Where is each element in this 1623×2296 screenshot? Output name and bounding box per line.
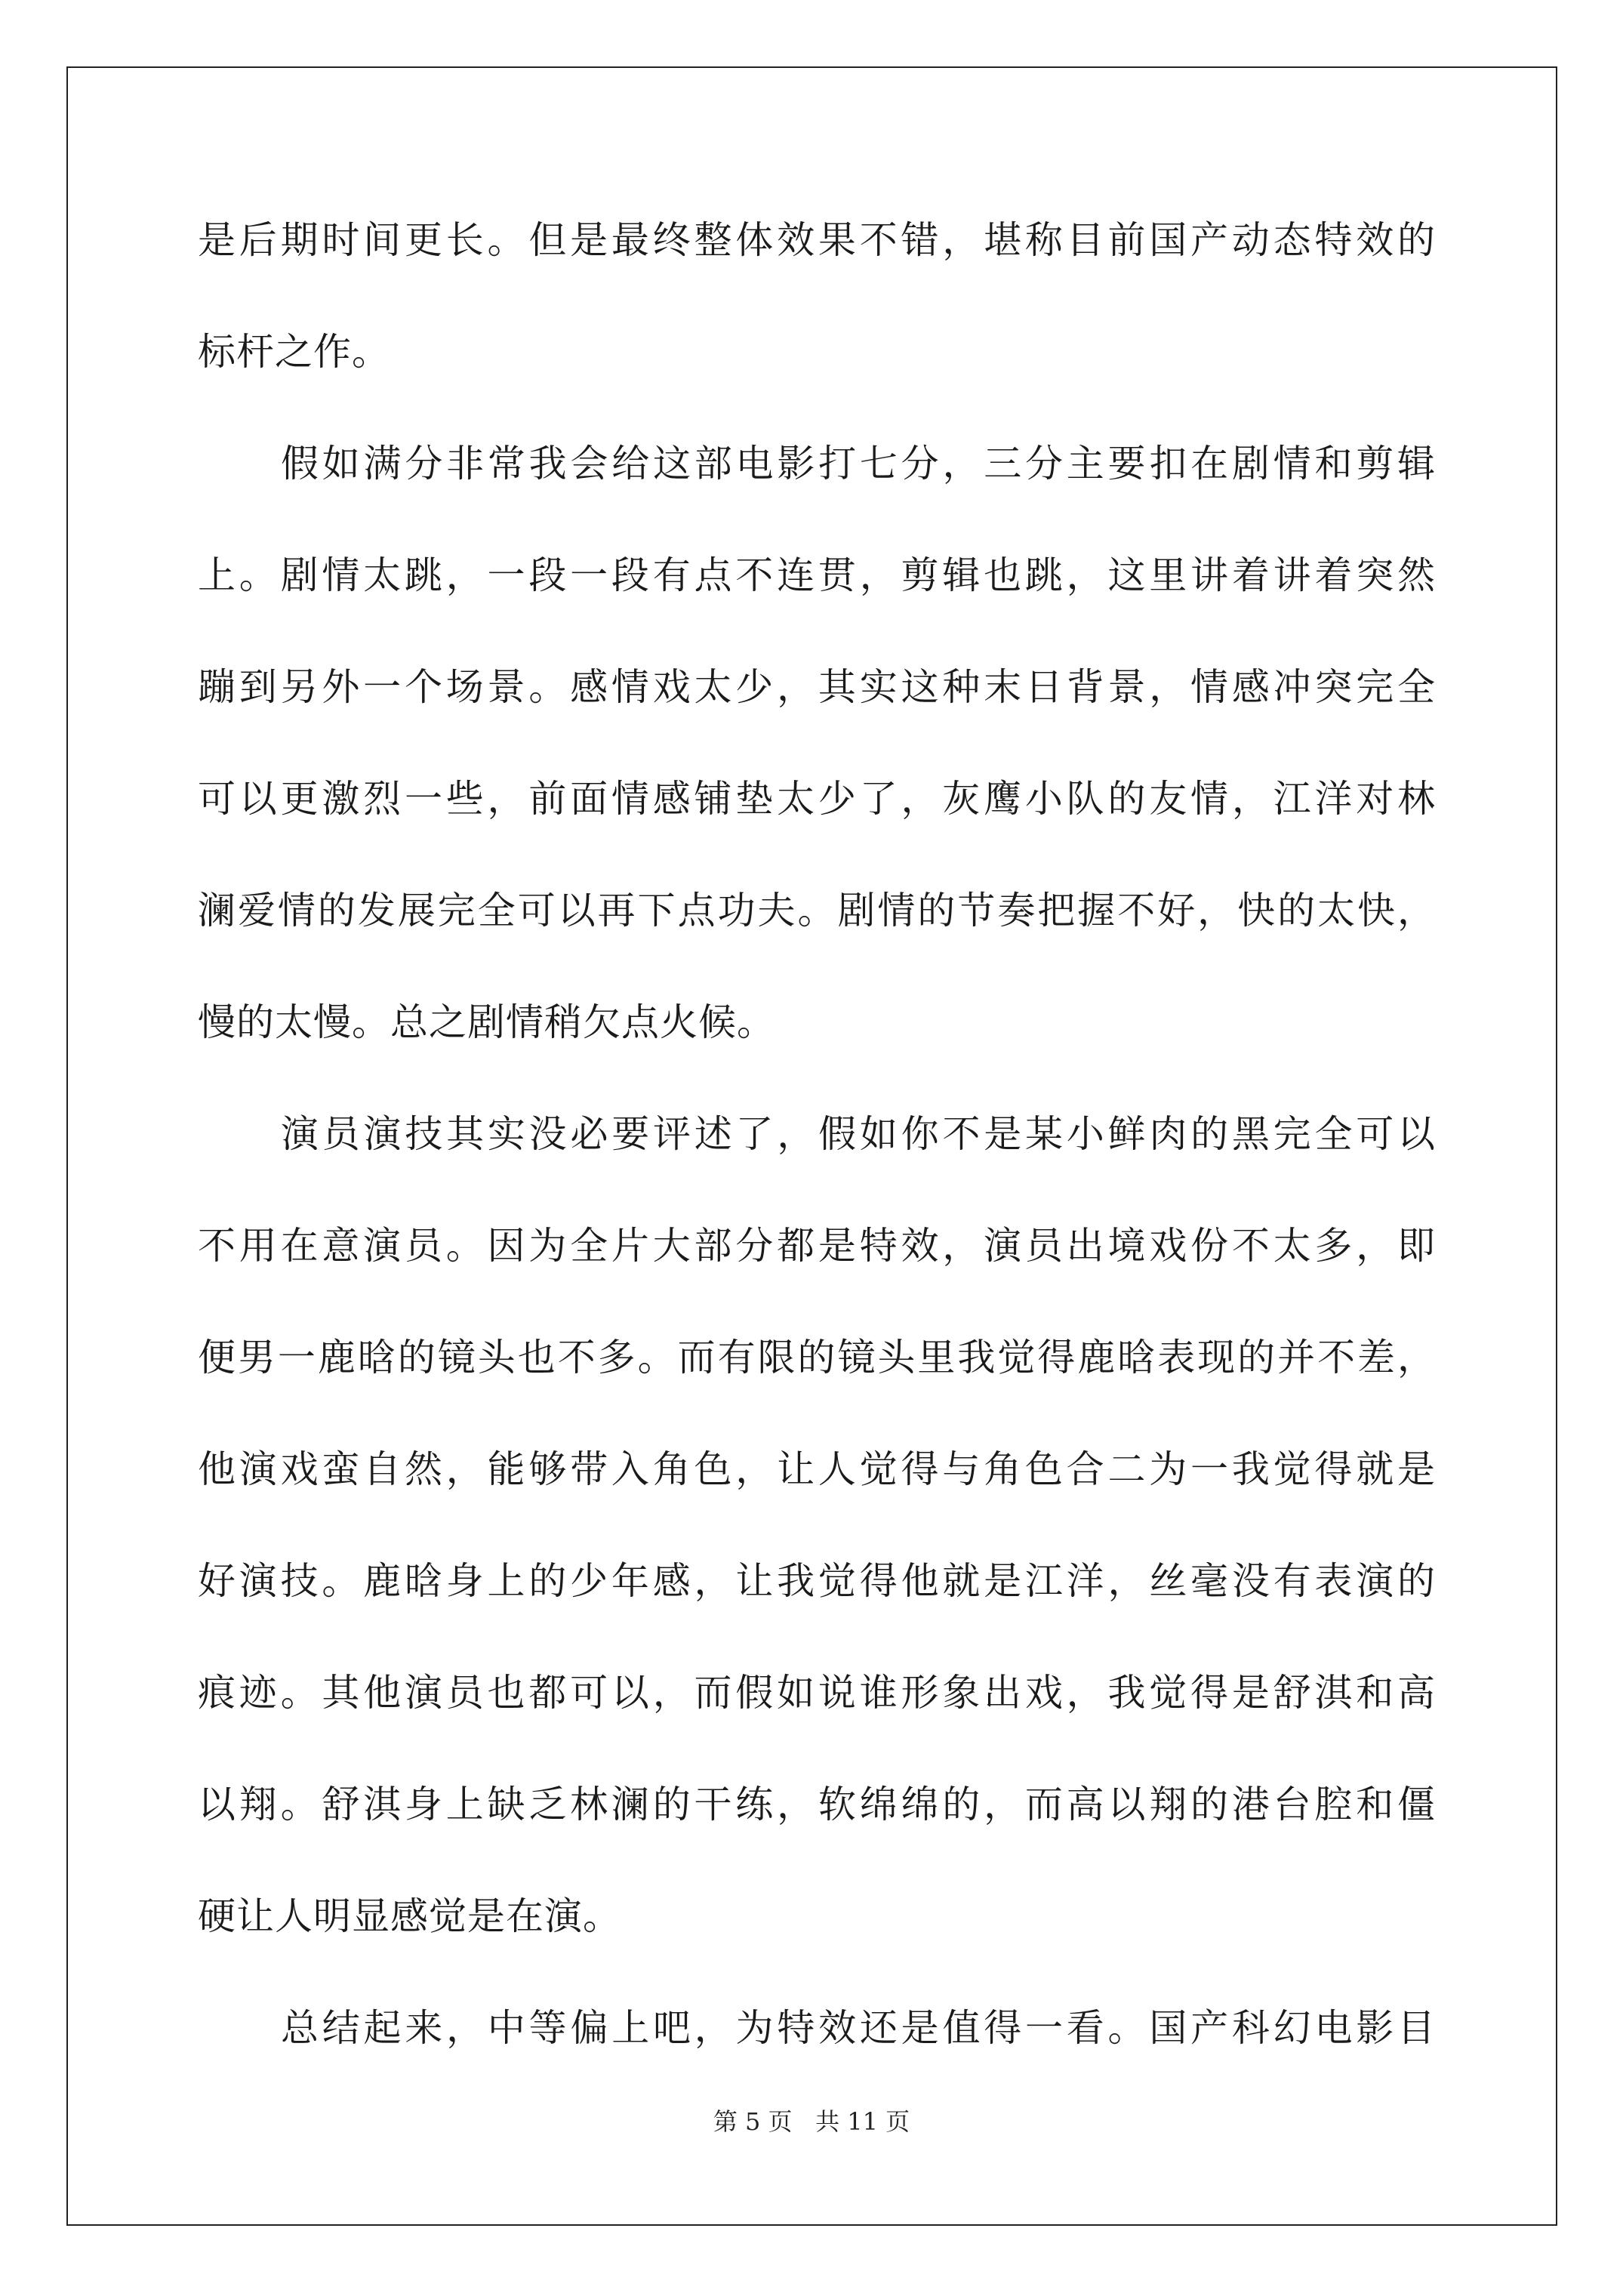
paragraph-line: 痕迹。其他演员也都可以，而假如说谁形象出戏，我觉得是舒淇和高	[198, 1671, 1436, 1715]
page-footer	[0, 2106, 1623, 2137]
paragraph-line: 可以更激烈一些，前面情感铺垫太少了，灰鹰小队的友情，江洋对林	[198, 777, 1436, 821]
paragraph-line: 硬让人明显感觉是在演。	[198, 1894, 621, 1938]
paragraph-line: 以翔。舒淇身上缺乏林澜的干练，软绵绵的，而高以翔的港台腔和僵	[198, 1783, 1436, 1826]
paragraph-line: 澜爱情的发展完全可以再下点功夫。剧情的节奏把握不好，快的太快，	[198, 889, 1436, 932]
paragraph-line: 标杆之作。	[198, 330, 390, 374]
paragraph-line: 好演技。鹿晗身上的少年感，让我觉得他就是江洋，丝毫没有表演的	[198, 1559, 1436, 1603]
paragraph-line: 演员演技其实没必要评述了，假如你不是某小鲜肉的黑完全可以	[281, 1112, 1436, 1156]
page-number: 第 5 页	[713, 2107, 793, 2136]
paragraph-line: 是后期时间更长。但是最终整体效果不错，堪称目前国产动态特效的	[198, 218, 1436, 262]
paragraph-line: 便男一鹿晗的镜头也不多。而有限的镜头里我觉得鹿晗表现的并不差，	[198, 1336, 1436, 1379]
paragraph-line: 他演戏蛮自然，能够带入角色，让人觉得与角色合二为一我觉得就是	[198, 1447, 1436, 1491]
paragraph-line: 上。剧情太跳，一段一段有点不连贯，剪辑也跳，这里讲着讲着突然	[198, 553, 1436, 597]
page-total: 共 11 页	[815, 2107, 910, 2136]
paragraph-line: 不用在意演员。因为全片大部分都是特效，演员出境戏份不太多，即	[198, 1224, 1436, 1268]
paragraph-line: 蹦到另外一个场景。感情戏太少，其实这种末日背景，情感冲突完全	[198, 665, 1436, 709]
paragraph-line: 慢的太慢。总之剧情稍欠点火候。	[198, 1000, 775, 1044]
paragraph-line: 总结起来，中等偏上吧，为特效还是值得一看。国产科幻电影目	[281, 2006, 1436, 2050]
paragraph-line: 假如满分非常我会给这部电影打七分，三分主要扣在剧情和剪辑	[281, 442, 1436, 485]
